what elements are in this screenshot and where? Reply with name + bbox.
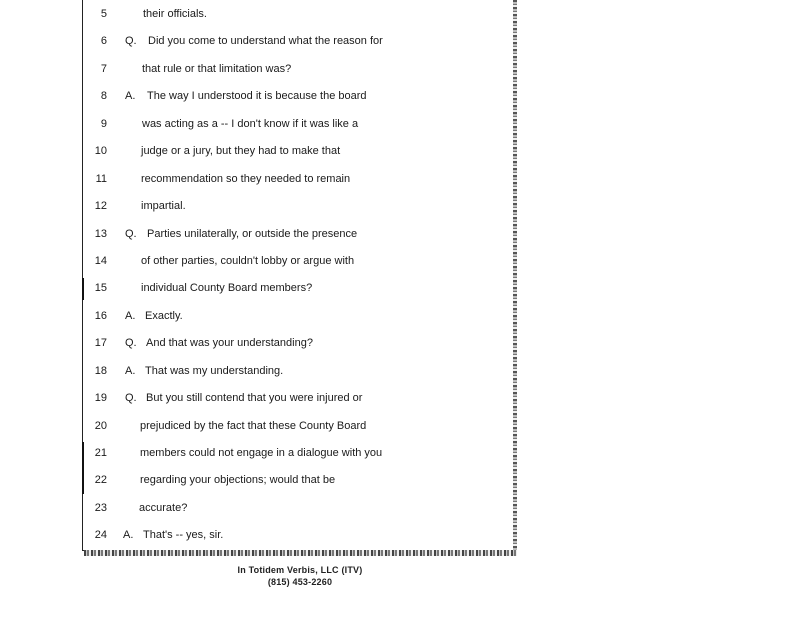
line-number: 5 [100, 8, 107, 20]
line-number: 24 [94, 529, 107, 541]
speaker-label: Q. [125, 337, 137, 349]
line-number: 23 [94, 502, 107, 514]
page-edge-shadow-right [513, 0, 517, 556]
transcript-line [83, 308, 513, 324]
line-text: Parties unilaterally, or outside the presence [147, 228, 358, 240]
transcript-line [83, 363, 513, 379]
speaker-label: Q. [125, 228, 137, 240]
line-number: 13 [94, 228, 107, 240]
line-text: The way I understood it is because the board [147, 90, 367, 102]
transcript-line [83, 143, 513, 159]
speaker-label: A. [123, 529, 134, 541]
line-text: Exactly. [145, 310, 183, 322]
line-text: recommendation so they needed to remain [141, 173, 351, 185]
page-edge-shadow-bottom [84, 550, 517, 556]
line-text: But you still contend that you were injured or [146, 392, 363, 404]
transcript-line [83, 6, 513, 22]
line-number: 12 [94, 200, 107, 212]
line-text: accurate? [139, 502, 188, 514]
speaker-label: A. [125, 90, 136, 102]
transcript-line [83, 445, 513, 461]
line-number: 8 [100, 90, 107, 102]
line-text: of other parties, couldn't lobby or argue with [141, 255, 355, 267]
speaker-label: Q. [125, 35, 137, 47]
line-number: 10 [94, 145, 107, 157]
margin-mark [82, 278, 84, 300]
transcript-line [83, 171, 513, 187]
transcript-line [83, 88, 513, 104]
line-number: 14 [94, 255, 107, 267]
transcript-line [83, 253, 513, 269]
line-number: 18 [94, 365, 107, 377]
transcript-line [83, 280, 513, 296]
line-text: Did you come to understand what the reason for [148, 35, 383, 47]
transcript-line [83, 335, 513, 351]
transcript-line [83, 472, 513, 488]
transcript-page [82, 0, 514, 551]
transcript-line [83, 390, 513, 406]
transcript-line [83, 33, 513, 49]
line-text: members could not engage in a dialogue with you [140, 447, 383, 459]
transcript-line [83, 198, 513, 214]
line-text: that rule or that limitation was? [142, 63, 292, 75]
line-number: 16 [94, 310, 107, 322]
line-text: impartial. [141, 200, 186, 212]
transcript-line [83, 418, 513, 434]
line-text: was acting as a -- I don't know if it was like a [142, 118, 359, 130]
speaker-label: A. [125, 310, 136, 322]
line-number: 20 [94, 420, 107, 432]
footer-phone: (815) 453-2260 [267, 577, 333, 587]
transcript-line [83, 226, 513, 242]
line-text: regarding your objections; would that be [140, 474, 336, 486]
footer-company: In Totidem Verbis, LLC (ITV) [237, 565, 363, 575]
margin-mark [82, 442, 84, 494]
line-number: 7 [100, 63, 107, 75]
line-text: That was my understanding. [145, 365, 284, 377]
line-text: judge or a jury, but they had to make that [141, 145, 341, 157]
line-number: 15 [94, 282, 107, 294]
line-number: 11 [95, 173, 107, 185]
line-number: 9 [100, 118, 107, 130]
line-text: That's -- yes, sir. [143, 529, 224, 541]
line-text: their officials. [143, 8, 207, 20]
transcript-line [83, 116, 513, 132]
speaker-label: A. [125, 365, 136, 377]
line-text: prejudiced by the fact that these County Board [140, 420, 367, 432]
line-number: 22 [94, 474, 107, 486]
line-number: 17 [94, 337, 107, 349]
line-text: And that was your understanding? [146, 337, 313, 349]
line-number: 6 [100, 35, 107, 47]
transcript-line [83, 500, 513, 516]
line-text: individual County Board members? [141, 282, 313, 294]
line-number: 19 [94, 392, 107, 404]
speaker-label: Q. [125, 392, 137, 404]
line-number: 21 [94, 447, 107, 459]
transcript-line [83, 527, 513, 543]
transcript-line [83, 61, 513, 77]
